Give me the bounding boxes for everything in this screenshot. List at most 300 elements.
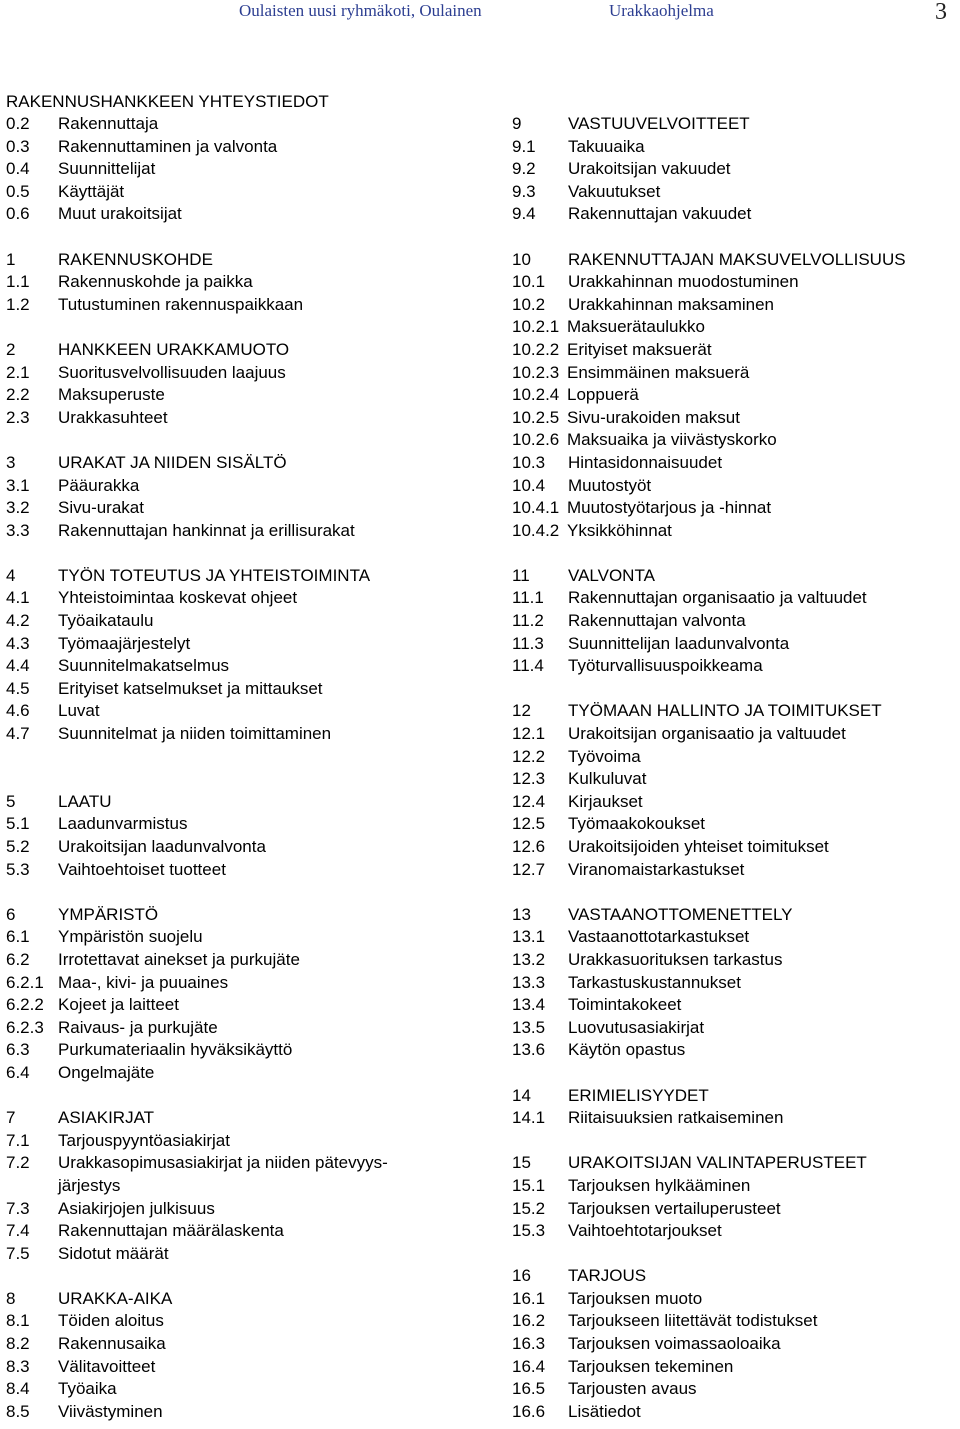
toc-entry — [6, 271, 476, 294]
spacer — [6, 1265, 476, 1288]
toc-entry — [512, 859, 960, 882]
toc-entry — [6, 1175, 476, 1198]
toc-entry-number: 4.1 — [6, 588, 30, 608]
toc-entry-title: Suunnittelijan laadunvalvonta — [568, 633, 790, 653]
toc-entry — [512, 926, 960, 949]
toc-entry-number: 8.5 — [6, 1401, 30, 1421]
toc-entry-number: 7.2 — [6, 1153, 30, 1173]
toc-entry — [512, 1085, 960, 1108]
toc-entry — [6, 407, 476, 430]
toc-entry-title: Muutostyötarjous ja -hinnat — [567, 498, 772, 518]
toc-entry — [6, 1039, 476, 1062]
spacer — [6, 429, 476, 452]
toc-entry — [512, 1039, 960, 1062]
toc-entry-number: 3.1 — [6, 475, 30, 495]
toc-entry — [512, 271, 960, 294]
spacer — [512, 1130, 960, 1153]
toc-entry-title: Ympäristön suojelu — [58, 927, 203, 947]
toc-entry-number: 6.2.3 — [6, 1017, 44, 1037]
toc-entry-number: 6.2 — [6, 949, 30, 969]
toc-entry-number: 5.2 — [6, 837, 30, 856]
toc-entry-title: TARJOUS — [568, 1266, 647, 1286]
toc-entry-number: 14 — [512, 1085, 531, 1105]
toc-entry — [512, 1356, 960, 1379]
toc-entry-number: 8.4 — [6, 1379, 30, 1399]
toc-entry — [6, 294, 476, 317]
toc-entry-number: 11.2 — [512, 611, 544, 631]
toc-entry — [512, 723, 960, 746]
toc-entry — [6, 1220, 476, 1243]
toc-entry-title: Laadunvarmistus — [58, 814, 188, 834]
toc-entry-number: 12.4 — [512, 791, 546, 811]
toc-entry-title: TYÖMAAN HALLINTO JA TOIMITUKSET — [568, 701, 882, 721]
toc-entry-number: 2.2 — [6, 385, 30, 405]
toc-entry-title: ASIAKIRJAT — [58, 1108, 155, 1128]
toc-entry-number: 5 — [6, 791, 16, 811]
toc-entry-title: Urakoitsijan laadunvalvonta — [58, 837, 266, 856]
toc-entry-title: Suunnitelmakatselmus — [58, 656, 230, 676]
toc-entry-title: Tarjoukseen liitettävät todistukset — [568, 1311, 818, 1331]
toc-entry-title: RAKENNUSKOHDE — [58, 249, 213, 269]
toc-entry-title: Urakkasopimusasiakirjat ja niiden pätevyys- — [58, 1153, 388, 1173]
toc-entry-number: 9.1 — [512, 136, 536, 156]
toc-entry-number: 10.1 — [512, 272, 546, 292]
toc-entry-title: Rakennuttajan vakuudet — [568, 204, 752, 224]
toc-entry-number: 10.2.4 — [512, 385, 560, 405]
toc-entry — [512, 1401, 960, 1424]
toc-entry-number: 12.5 — [512, 814, 546, 834]
toc-entry-number: 9 — [512, 114, 522, 133]
toc-entry-number: 13.5 — [512, 1017, 546, 1037]
toc-entry-number: 4.4 — [6, 656, 30, 676]
toc-entry-number: 15 — [512, 1153, 531, 1173]
toc-entry-number: 7.5 — [6, 1243, 30, 1263]
toc-entry-title: Urakkahinnan maksaminen — [568, 294, 774, 314]
toc-entry-title: LAATU — [58, 791, 112, 811]
toc-entry-title: Käytön opastus — [568, 1040, 686, 1060]
toc-entry — [512, 1220, 960, 1243]
toc-entry-title: Rakennuttaminen ja valvonta — [58, 136, 278, 156]
toc-entry-title: Tarjouksen muoto — [568, 1288, 703, 1308]
toc-entry-title: Asiakirjojen julkisuus — [58, 1198, 215, 1218]
toc-entry — [6, 610, 476, 633]
toc-entry-title: Luovutusasiakirjat — [568, 1017, 705, 1037]
toc-entry-number: 4.6 — [6, 701, 30, 721]
toc-entry-title: Työturvallisuuspoikkeama — [568, 656, 763, 676]
toc-entry-title: Suoritusvelvollisuuden laajuus — [58, 362, 286, 382]
toc-entry-title: Erityiset katselmukset ja mittaukset — [58, 678, 323, 698]
toc-entry-title: Tarjouksen tekeminen — [568, 1356, 734, 1376]
toc-entry-number: 3.2 — [6, 498, 30, 518]
toc-entry — [6, 700, 476, 723]
toc-entry-title: Toimintakokeet — [568, 995, 682, 1015]
toc-entry-title: Käyttäjät — [58, 181, 125, 201]
toc-entry-title: Lisätiedot — [568, 1401, 641, 1421]
toc-entry — [6, 1243, 476, 1266]
toc-entry-title: URAKAT JA NIIDEN SISÄLTÖ — [58, 452, 287, 472]
toc-entry-number: 8 — [6, 1288, 16, 1308]
toc-entry-number: 10 — [512, 249, 531, 269]
toc-entry — [6, 1401, 476, 1424]
toc-entry-number: 10.4.2 — [512, 520, 560, 540]
toc-entry — [512, 633, 960, 656]
toc-entry-number: 10.2.1 — [512, 317, 560, 337]
spacer — [6, 768, 476, 791]
toc-entry — [512, 791, 960, 814]
toc-entry-title: YMPÄRISTÖ — [58, 904, 159, 924]
toc-entry — [512, 655, 960, 678]
toc-entry-number: 1.2 — [6, 294, 30, 314]
toc-entry-number: 12.2 — [512, 746, 546, 766]
toc-entry-number: 0.2 — [6, 114, 30, 133]
toc-entry — [512, 836, 960, 859]
toc-entry-title: VALVONTA — [568, 565, 655, 585]
toc-entry-number: 0.5 — [6, 181, 30, 201]
toc-entry-title: Purkumateriaalin hyväksikäyttö — [58, 1040, 293, 1060]
toc-entry-title: VASTUUVELVOITTEET — [568, 114, 750, 133]
toc-entry — [512, 429, 960, 452]
toc-entry-title: Työaika — [58, 1379, 117, 1399]
toc-entry — [512, 520, 960, 543]
toc-entry-title: Viivästyminen — [58, 1401, 163, 1421]
toc-entry-number: 5.1 — [6, 814, 30, 834]
toc-entry-number: 13.1 — [512, 927, 546, 947]
toc-entry-number: 8.1 — [6, 1311, 30, 1331]
toc-entry-title: Urakkasuorituksen tarkastus — [568, 949, 783, 969]
toc-entry — [512, 587, 960, 610]
toc-entry-title: Vastaanottotarkastukset — [568, 927, 750, 947]
spacer — [6, 226, 476, 249]
toc-entry-number: 1.1 — [6, 272, 30, 292]
toc-entry — [6, 723, 476, 746]
toc-entry-number: 12.7 — [512, 859, 546, 879]
toc-entry — [6, 949, 476, 972]
toc-entry — [6, 113, 476, 136]
toc-entry-title: Hintasidonnaisuudet — [568, 452, 723, 472]
toc-entry-title: Urakoitsijan organisaatio ja valtuudet — [568, 724, 846, 744]
toc-entry — [6, 904, 476, 927]
toc-entry — [512, 497, 960, 520]
toc-entry-title: HANKKEEN URAKKAMUOTO — [58, 339, 290, 359]
toc-entry-number: 12 — [512, 701, 531, 721]
toc-entry — [6, 475, 476, 498]
toc-entry-number: 10.4 — [512, 475, 546, 495]
toc-entry-title: Sidotut määrät — [58, 1243, 169, 1263]
toc-entry-title: Työmaakokoukset — [568, 814, 706, 834]
toc-entry-title: Urakoitsijan vakuudet — [568, 159, 731, 179]
toc-entry-title: Rakennuttajan organisaatio ja valtuudet — [568, 588, 867, 608]
toc-entry-number: 9.4 — [512, 204, 536, 224]
toc-entry-title: RAKENNUTTAJAN MAKSUVELVOLLISUUS — [568, 249, 906, 269]
toc-entry — [6, 1017, 476, 1040]
toc-entry — [6, 926, 476, 949]
toc-entry-number: 7.4 — [6, 1221, 30, 1241]
toc-entry-number: 16.4 — [512, 1356, 546, 1376]
toc-entry-title: Tarkastuskustannukset — [568, 972, 741, 992]
toc-entry-number: 4.2 — [6, 611, 30, 631]
toc-entry-title: Työmaajärjestelyt — [58, 633, 191, 653]
toc-entry — [6, 633, 476, 656]
toc-entry — [512, 136, 960, 159]
toc-entry-title: Tutustuminen rakennuspaikkaan — [58, 294, 304, 314]
toc-entry — [512, 1288, 960, 1311]
toc-entry-title: Rakennuskohde ja paikka — [58, 272, 253, 292]
toc-entry-title: Rakennuttajan määrälaskenta — [58, 1221, 284, 1241]
toc-entry-number: 6.4 — [6, 1062, 30, 1082]
toc-entry — [6, 1288, 476, 1311]
toc-entry-title: Vaihtoehtoiset tuotteet — [58, 859, 226, 879]
toc-entry — [512, 904, 960, 927]
toc-entry-title: Kulkuluvat — [568, 769, 647, 789]
toc-entry-title: Urakkasuhteet — [58, 407, 168, 427]
toc-entry-title: Työvoima — [568, 746, 641, 766]
toc-entry — [6, 791, 476, 814]
toc-entry-number: 1 — [6, 249, 16, 269]
toc-entry-number: 4.3 — [6, 633, 30, 653]
toc-entry-number: 16.6 — [512, 1401, 546, 1421]
toc-entry-number: 16 — [512, 1266, 531, 1286]
toc-entry-title: Rakennuttajan hankinnat ja erillisurakat — [58, 520, 355, 540]
toc-entry-number: 6.3 — [6, 1040, 30, 1060]
toc-entry — [512, 407, 960, 430]
toc-entry-number: 13.4 — [512, 995, 546, 1015]
toc-entry-number: 13.6 — [512, 1040, 546, 1060]
toc-entry — [512, 700, 960, 723]
toc-entry-number: 4 — [6, 565, 16, 585]
toc-entry — [512, 972, 960, 995]
toc-entry-number: 10.2.2 — [512, 339, 560, 359]
toc-entry — [6, 181, 476, 204]
toc-entry — [6, 1152, 476, 1175]
toc-entry-title: Vakuutukset — [568, 181, 661, 201]
toc-entry-number: 6.2.2 — [6, 995, 44, 1015]
toc-entry — [512, 203, 960, 226]
toc-entry — [6, 836, 476, 859]
toc-entry — [512, 294, 960, 317]
toc-entry — [512, 768, 960, 791]
toc-entry-title: Kirjaukset — [568, 791, 643, 811]
toc-entry — [512, 384, 960, 407]
toc-entry-number: 10.2 — [512, 294, 546, 314]
toc-entry — [6, 1356, 476, 1379]
header-project-title: Oulaisten uusi ryhmäkoti, Oulainen — [239, 1, 482, 20]
toc-entry-number: 13.2 — [512, 949, 546, 969]
toc-entry-number: 10.4.1 — [512, 498, 560, 518]
spacer — [6, 1085, 476, 1108]
toc-entry-title: Maa-, kivi- ja puuaines — [58, 972, 229, 992]
toc-entry-number: 10.2.3 — [512, 362, 560, 382]
toc-entry-title: Luvat — [58, 701, 100, 721]
toc-entry-title: Maksuaika ja viivästyskorko — [567, 430, 777, 450]
toc-entry — [512, 746, 960, 769]
toc-entry-title: Sivu-urakat — [58, 498, 144, 518]
toc-entry-number: 11.1 — [512, 588, 544, 608]
toc-entry — [6, 452, 476, 475]
toc-entry-number: 7.1 — [6, 1130, 30, 1150]
toc-entry — [512, 1333, 960, 1356]
toc-entry-number: 0.6 — [6, 204, 30, 224]
toc-entry-number: 6 — [6, 904, 16, 924]
spacer — [6, 542, 476, 565]
toc-entry-number: 9.2 — [512, 159, 536, 179]
toc-entry-title: Rakennuttajan valvonta — [568, 611, 746, 631]
spacer — [512, 1243, 960, 1266]
toc-entry-title: Muutostyöt — [568, 475, 652, 495]
toc-entry — [512, 113, 960, 136]
toc-entry — [6, 565, 476, 588]
toc-entry-number: 16.3 — [512, 1334, 546, 1354]
toc-entry-number: 9.3 — [512, 181, 536, 201]
toc-entry — [512, 452, 960, 475]
toc-entry — [512, 610, 960, 633]
toc-entry — [6, 813, 476, 836]
toc-entry-title: Välitavoitteet — [58, 1356, 156, 1376]
spacer — [6, 881, 476, 904]
toc-entry-title: Urakkahinnan muodostuminen — [568, 272, 799, 292]
toc-entry — [6, 859, 476, 882]
toc-entry-number: 2.3 — [6, 407, 30, 427]
toc-entry — [6, 655, 476, 678]
toc-entry — [512, 158, 960, 181]
toc-entry-title: Suunnitelmat ja niiden toimittaminen — [58, 724, 332, 744]
toc-entry-title: Tarjouspyyntöasiakirjat — [58, 1130, 230, 1150]
toc-entry-title: Maksuerätaulukko — [567, 317, 705, 337]
toc-entry-number: 0.4 — [6, 159, 30, 179]
toc-entry-number: 13.3 — [512, 972, 546, 992]
toc-entry — [512, 316, 960, 339]
toc-entry-title: Ongelmajäte — [58, 1062, 155, 1082]
toc-entry-number: 14.1 — [512, 1108, 546, 1128]
toc-entry-number: 7 — [6, 1108, 16, 1128]
toc-entry — [6, 994, 476, 1017]
toc-entry-title: Erityiset maksuerät — [567, 339, 712, 359]
toc-entry-number: 13 — [512, 904, 531, 924]
page-header — [0, 0, 960, 30]
toc-entry — [6, 339, 476, 362]
toc-entry — [512, 1152, 960, 1175]
spacer — [6, 316, 476, 339]
toc-entry — [6, 1310, 476, 1333]
toc-entry — [512, 475, 960, 498]
toc-entry — [6, 136, 476, 159]
toc-entry-number: 2.1 — [6, 362, 30, 382]
toc-entry-number: 4.5 — [6, 678, 30, 698]
toc-entry-title: Vaihtoehtotarjoukset — [568, 1221, 722, 1241]
toc-entry — [6, 203, 476, 226]
toc-entry-number: 2 — [6, 339, 16, 359]
toc-entry-title: TYÖN TOTEUTUS JA YHTEISTOIMINTA — [58, 565, 371, 585]
toc-entry-title: Pääurakka — [58, 475, 140, 495]
toc-entry-title: Raivaus- ja purkujäte — [58, 1017, 218, 1037]
spacer — [512, 1062, 960, 1085]
contacts-heading: RAKENNUSHANKKEEN YHTEYSTIEDOT — [6, 92, 329, 111]
toc-entry-number: 10.2.6 — [512, 430, 560, 450]
toc-entry-number: 8.3 — [6, 1356, 30, 1376]
toc-entry — [6, 1130, 476, 1153]
header-document-title: Urakkaohjelma — [609, 1, 714, 20]
toc-entry-number: 15.1 — [512, 1175, 546, 1195]
toc-entry — [512, 1017, 960, 1040]
toc-entry-title: VASTAANOTTOMENETTELY — [568, 904, 793, 924]
toc-entry-title: järjestys — [58, 1175, 121, 1195]
toc-entry-number: 4.7 — [6, 724, 30, 744]
toc-entry — [6, 1378, 476, 1401]
toc-entry-title: Maksuperuste — [58, 385, 165, 405]
toc-entry — [6, 1107, 476, 1130]
toc-entry-number: 11 — [512, 565, 530, 585]
toc-entry-title: ERIMIELISYYDET — [568, 1085, 709, 1105]
toc-entry — [6, 972, 476, 995]
spacer — [6, 746, 476, 769]
toc-entry-title: Irrotettavat ainekset ja purkujäte — [58, 949, 300, 969]
toc-entry — [512, 1378, 960, 1401]
toc-entry-title: Ensimmäinen maksuerä — [567, 362, 750, 382]
toc-entry — [512, 949, 960, 972]
toc-entry-title: Suunnittelijat — [58, 159, 156, 179]
toc-entry — [6, 1062, 476, 1085]
toc-entry — [6, 497, 476, 520]
toc-entry — [512, 339, 960, 362]
toc-left-column — [6, 113, 476, 1423]
toc-entry-title: Kojeet ja laitteet — [58, 995, 179, 1015]
toc-entry — [512, 813, 960, 836]
toc-entry — [512, 1265, 960, 1288]
toc-entry-title: URAKKA-AIKA — [58, 1288, 173, 1308]
toc-entry-number: 7.3 — [6, 1198, 30, 1218]
toc-entry-number: 6.1 — [6, 927, 30, 947]
toc-entry — [512, 181, 960, 204]
toc-entry-number: 15.2 — [512, 1198, 546, 1218]
toc-entry — [512, 1175, 960, 1198]
toc-entry-number: 12.1 — [512, 724, 546, 744]
toc-entry-number: 5.3 — [6, 859, 30, 879]
toc-entry-number: 12.3 — [512, 769, 546, 789]
toc-entry-title: Yksikköhinnat — [567, 520, 672, 540]
toc-entry-title: Tarjousten avaus — [568, 1379, 697, 1399]
spacer — [512, 542, 960, 565]
toc-entry — [512, 1107, 960, 1130]
toc-entry — [6, 587, 476, 610]
toc-entry-title: Tarjouksen hylkääminen — [568, 1175, 751, 1195]
page-number: 3 — [935, 0, 947, 25]
toc-right-column — [512, 113, 960, 1423]
toc-entry-title: Tarjouksen voimassaoloaika — [568, 1334, 781, 1354]
spacer — [512, 881, 960, 904]
toc-entry-number: 16.2 — [512, 1311, 546, 1331]
toc-entry-title: Muut urakoitsijat — [58, 204, 182, 224]
toc-entry-number: 16.5 — [512, 1379, 546, 1399]
toc-entry-title: Loppuerä — [567, 385, 639, 405]
toc-entry — [512, 1310, 960, 1333]
toc-entry-number: 3 — [6, 452, 16, 472]
toc-entry-title: Töiden aloitus — [58, 1311, 164, 1331]
toc-entry-number: 15.3 — [512, 1221, 546, 1241]
toc-entry — [6, 362, 476, 385]
toc-entry — [512, 565, 960, 588]
toc-entry-title: Rakennusaika — [58, 1334, 166, 1354]
toc-entry — [512, 362, 960, 385]
toc-entry — [6, 1333, 476, 1356]
toc-entry-title: Urakoitsijoiden yhteiset toimitukset — [568, 837, 829, 856]
spacer — [512, 226, 960, 249]
toc-entry-number: 6.2.1 — [6, 972, 44, 992]
toc-entry-number: 11.4 — [512, 656, 544, 676]
toc-entry-number — [6, 1175, 58, 1198]
toc-entry-title: Takuuaika — [568, 136, 645, 156]
toc-entry — [512, 994, 960, 1017]
toc-entry-number: 0.3 — [6, 136, 30, 156]
toc-entry-number: 16.1 — [512, 1288, 546, 1308]
